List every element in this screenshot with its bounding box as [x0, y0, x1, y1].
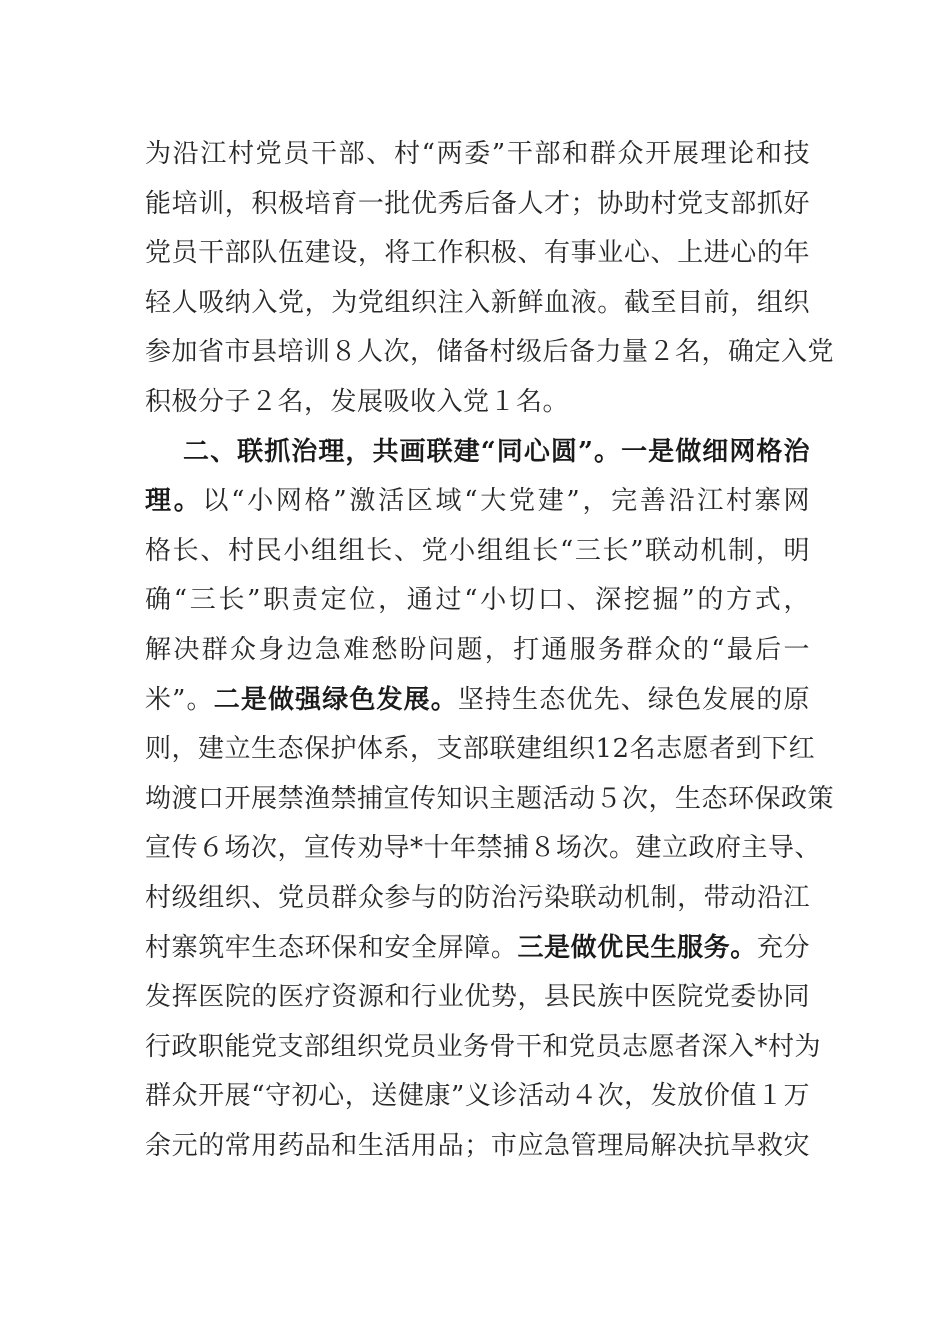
- text-run: 发挥医院的医疗资源和行业优势，县民族中医院党委协同: [145, 982, 810, 1013]
- bold-run: 理。: [145, 486, 203, 517]
- text-run: 解决群众身边急难愁盼问题，打通服务群众的“最后一: [145, 634, 810, 665]
- text-run: 充分: [756, 932, 810, 963]
- text-line: [145, 527, 810, 577]
- text-line: [145, 130, 810, 180]
- text-run: 积极分子２名，发展吸收入党１名。: [145, 386, 570, 417]
- text-line: [145, 824, 822, 874]
- text-line: [145, 378, 810, 428]
- text-line: [145, 725, 816, 775]
- section-heading-line: [145, 428, 810, 478]
- text-line: [145, 576, 810, 626]
- text-line: [145, 229, 810, 279]
- text-run: 党员干部队伍建设，将工作积极、有事业心、上进心的年: [145, 238, 810, 269]
- text-line: [145, 279, 810, 329]
- text-run: 则，建立生态保护体系，支部联建组织12名志愿者到下红: [145, 734, 816, 765]
- body-text: [145, 130, 835, 1171]
- text-run: 行政职能党支部组织党员业务骨干和党员志愿者深入*村为: [145, 1031, 822, 1062]
- text-run: 格长、村民小组组长、党小组组长“三长”联动机制，明: [145, 535, 810, 566]
- text-run: 坳渡口开展禁渔禁捕宣传知识主题活动５次，生态环保政策: [145, 783, 835, 814]
- text-line: [145, 180, 810, 230]
- bold-run: 三是做优民生服务。: [517, 932, 757, 963]
- text-run: 以“小网格”激活区域“大党建”，完善沿江村寨网: [202, 486, 810, 517]
- text-line: [145, 924, 810, 974]
- bold-run: 二是做强绿色发展。: [213, 684, 458, 715]
- text-run: 轻人吸纳入党，为党组织注入新鲜血液。截至目前，组织: [145, 287, 810, 318]
- text-line: [145, 775, 835, 825]
- text-run: 余元的常用药品和生活用品；市应急管理局解决抗旱救灾: [145, 1130, 810, 1161]
- text-run: 村寨筑牢生态环保和安全屏障。: [145, 932, 518, 963]
- text-line: [145, 874, 810, 924]
- text-run: 参加省市县培训８人次，储备村级后备力量２名，确定入党: [145, 337, 835, 368]
- text-line: [145, 973, 810, 1023]
- text-line: [145, 1023, 822, 1073]
- text-run: 为沿江村党员干部、村“两委”干部和群众开展理论和技: [145, 139, 810, 169]
- text-line: [145, 1072, 810, 1122]
- text-line: [145, 328, 835, 378]
- text-run: 坚持生态优先、绿色发展的原: [457, 684, 810, 715]
- section-heading: 二、联抓治理，共画联建“同心圆”。一是做细网格治: [183, 436, 810, 467]
- text-run: 能培训，积极培育一批优秀后备人才；协助村党支部抓好: [145, 188, 810, 219]
- text-run: 确“三长”职责定位，通过“小切口、深挖掘”的方式，: [145, 585, 810, 616]
- text-run: 村级组织、党员群众参与的防治污染联动机制，带动沿江: [145, 882, 810, 913]
- text-line: [145, 626, 810, 676]
- text-run: 群众开展“守初心，送健康”义诊活动４次，发放价值１万: [145, 1081, 810, 1112]
- text-line: [145, 676, 810, 726]
- text-line: [145, 1122, 810, 1172]
- text-line: [145, 477, 810, 527]
- text-run: 宣传６场次，宣传劝导*十年禁捕８场次。建立政府主导、: [145, 833, 822, 864]
- text-run: 米”。: [145, 684, 214, 715]
